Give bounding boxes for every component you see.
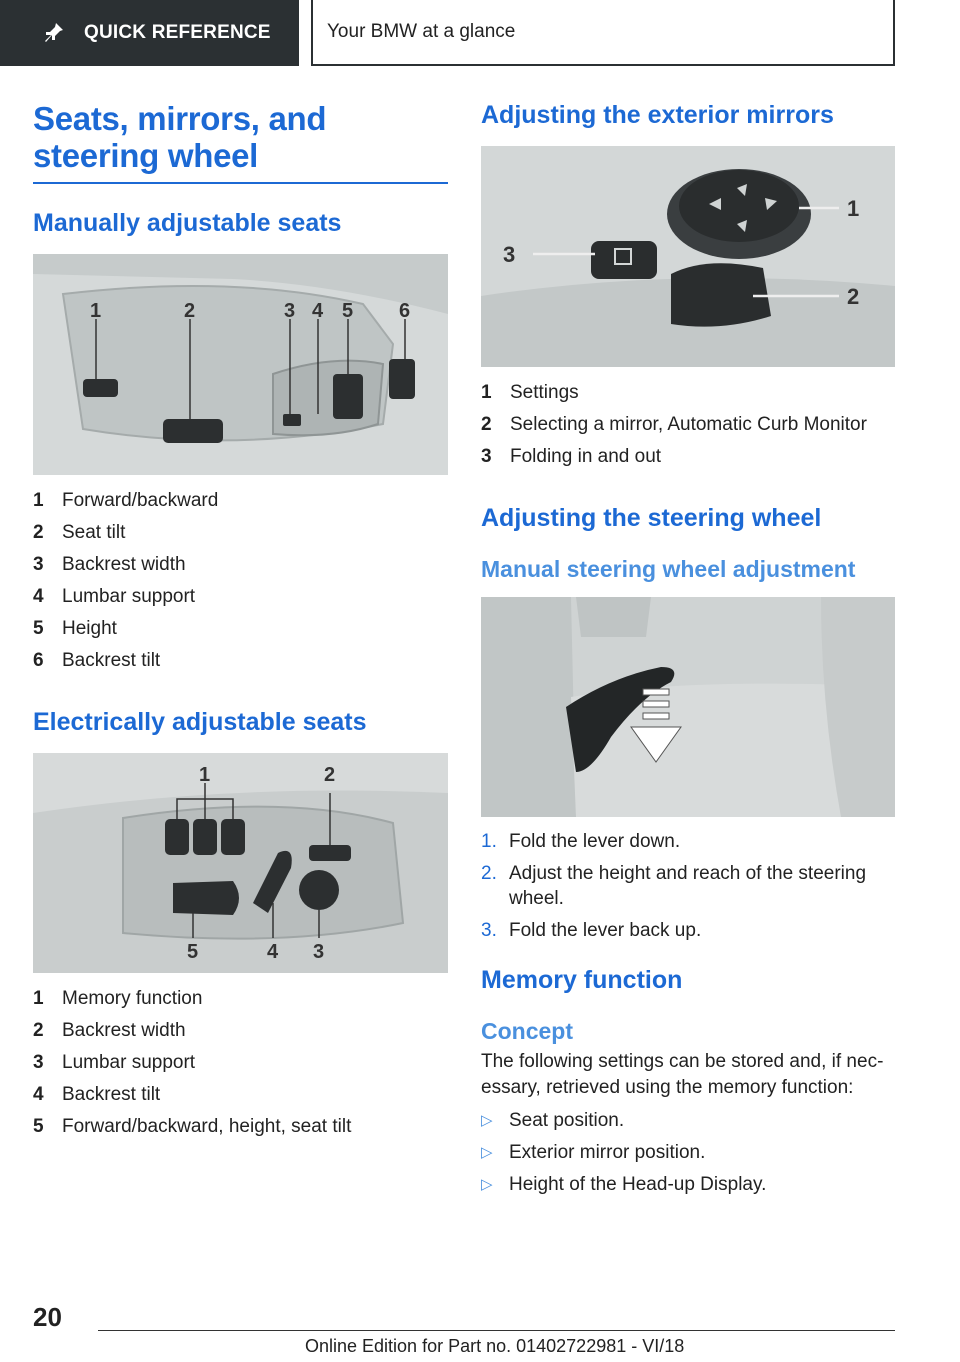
right-column [481, 100, 895, 1201]
electric-callout-3: 3 [313, 941, 325, 963]
list-item: 6 Backrest tilt [33, 650, 161, 671]
list-item: 3. Fold the lever back up. [481, 920, 702, 941]
title-rule [33, 182, 448, 184]
list-item: 4 Lumbar support [33, 586, 196, 607]
concept-text: The following settings can be stored and, if nec-essary, retrieved using the memory function: [481, 1051, 884, 1098]
electric-callout-5: 5 [187, 941, 199, 963]
mirror-callout-1: 1 [847, 196, 860, 221]
list-item: 4 Backrest tilt [33, 1084, 161, 1105]
list-item: ▷ Exterior mirror position. [481, 1142, 706, 1163]
mirror-callout-2: 2 [847, 284, 860, 309]
concept-heading: Concept [481, 1018, 573, 1044]
memory-heading: Memory function [481, 966, 683, 994]
page-title: Seats, mirrors, and steering wheel [33, 100, 327, 174]
steering-heading: Adjusting the steering wheel [481, 504, 822, 532]
list-item: 3 Folding in and out [481, 446, 662, 467]
list-item: 2 Selecting a mirror, Automatic Curb Monitor [481, 414, 867, 435]
manual-callout-4: 4 [312, 300, 324, 322]
list-item: 2 Backrest width [33, 1020, 186, 1041]
chapter-header [311, 0, 895, 66]
list-item: 1 Settings [481, 382, 579, 403]
manual-callout-3: 3 [284, 300, 296, 322]
manual-seats-heading: Manually adjustable seats [33, 209, 342, 237]
steering-lever-illustration [481, 597, 895, 817]
electric-callout-1: 1 [199, 764, 211, 786]
electric-seat-legend [33, 983, 448, 1143]
list-item: 2 Seat tilt [33, 522, 126, 543]
steering-subheading: Manual steering wheel adjustment [481, 556, 856, 582]
manual-callout-2: 2 [184, 300, 196, 322]
manual-seat-legend [33, 485, 448, 677]
mirror-legend [481, 377, 895, 473]
list-item: ▷ Seat position. [481, 1110, 625, 1131]
page-number: 20 [33, 1302, 62, 1332]
concept-bullets [481, 1105, 895, 1201]
manual-seat-illustration [33, 254, 448, 475]
list-item: 1 Memory function [33, 988, 203, 1009]
footer-rule [98, 1330, 895, 1331]
edition-note: Online Edition for Part no. 01402722981 - VI/18 [305, 1336, 685, 1356]
section-tab[interactable] [0, 0, 299, 66]
electric-seats-heading: Electrically adjustable seats [33, 708, 367, 736]
list-item: 1 Forward/backward [33, 490, 219, 511]
list-item: 5 Forward/backward, height, seat tilt [33, 1116, 352, 1137]
electric-callout-4: 4 [267, 941, 279, 963]
list-item: 1. Fold the lever down. [481, 831, 681, 852]
mirrors-heading: Adjusting the exterior mirrors [481, 101, 834, 129]
mirror-callout-3: 3 [503, 242, 516, 267]
manual-callout-5: 5 [342, 300, 354, 322]
section-tab-label: QUICK REFERENCE [84, 22, 271, 43]
manual-callout-6: 6 [399, 300, 411, 322]
list-item: 3 Backrest width [33, 554, 186, 575]
list-item: 2. Adjust the height and reach of the steering wheel. [481, 863, 867, 909]
list-item: 5 Height [33, 618, 117, 639]
steering-steps [481, 829, 895, 943]
manual-callout-1: 1 [90, 300, 102, 322]
electric-callout-2: 2 [324, 764, 336, 786]
left-column [33, 100, 448, 1143]
chapter-title: Your BMW at a glance [327, 21, 516, 42]
mirror-switch-illustration [481, 146, 895, 367]
electric-seat-illustration [33, 753, 448, 973]
pushpin-icon [44, 22, 64, 44]
list-item: 3 Lumbar support [33, 1052, 196, 1073]
list-item: ▷ Height of the Head-up Display. [481, 1174, 767, 1195]
